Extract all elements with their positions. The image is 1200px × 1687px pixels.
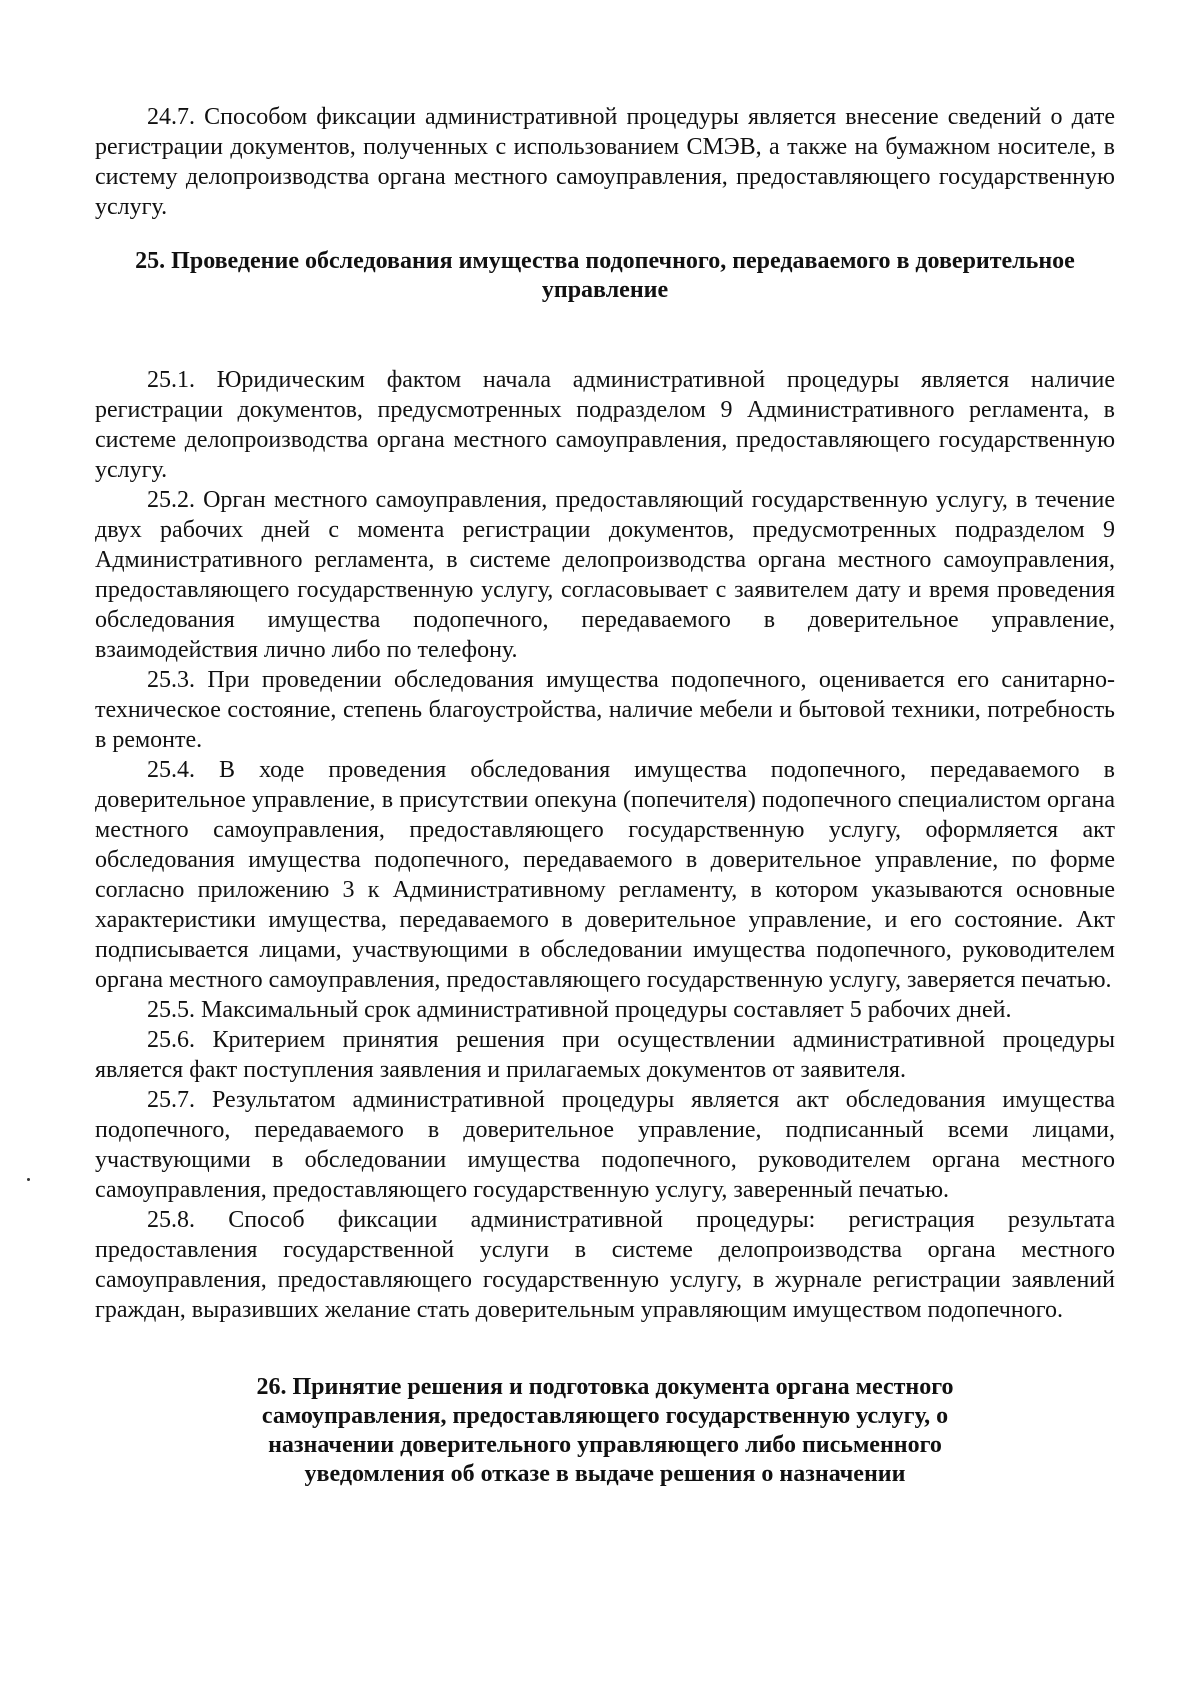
paragraph-25-7: 25.7. Результатом административной процедуры является акт обследования имущества подопечного, передаваемого в доверительное управление, подписанный всеми лицами, участвующими в обследовании имущества подопечного, руководителем органа местного самоуправления, предоставляющего государственную услугу, заверенный печатью.: [95, 1087, 1115, 1203]
section-heading-25: 25. Проведение обследования имущества подопечного, передаваемого в доверительное управление: [135, 248, 1075, 303]
paragraph-24-7: 24.7. Способом фиксации административной процедуры является внесение сведений о дате регистрации документов, полученных с использованием СМЭВ, а также на бумажном носителе, в систему делопроизводства органа местного самоуправления, предоставляющего государственную услугу.: [95, 104, 1115, 220]
section-heading-26: 26. Принятие решения и подготовка документа органа местного самоуправления, предоставляющего государственную услугу, о назначении доверительного управляющего либо письменного уведомления об отказе в выдаче решения о назначении: [256, 1374, 954, 1487]
scan-speck: [27, 1178, 30, 1181]
paragraph-25-3: 25.3. При проведении обследования имущества подопечного, оценивается его санитарно-техническое состояние, степень благоустройства, наличие мебели и бытовой техники, потребность в ремонте.: [95, 667, 1115, 753]
document-body: [95, 102, 1115, 1489]
paragraph-25-5: 25.5. Максимальный срок административной процедуры составляет 5 рабочих дней.: [147, 997, 1012, 1023]
paragraph-25-6: 25.6. Критерием принятия решения при осуществлении административной процедуры является факт поступления заявления и прилагаемых документов от заявителя.: [95, 1027, 1115, 1083]
paragraph-25-8: 25.8. Способ фиксации административной процедуры: регистрация результата предоставления государственной услуги в системе делопроизводства органа местного самоуправления, предоставляющего государственную услугу, в журнале регистрации заявлений граждан, выразивших желание стать доверительным управляющим имуществом подопечного.: [95, 1207, 1115, 1323]
paragraph-25-4: 25.4. В ходе проведения обследования имущества подопечного, передаваемого в доверительное управление, в присутствии опекуна (попечителя) подопечного специалистом органа местного самоуправления, предоставляющего государственную услугу, оформляется акт обследования имущества подопечного, передаваемого в доверительное управление, по форме согласно приложению 3 к Административному регламенту, в котором указываются основные характеристики имущества, передаваемого в доверительное управление, и его состояние. Акт подписывается лицами, участвующими в обследовании имущества подопечного, руководителем органа местного самоуправления, предоставляющего государственную услугу, заверяется печатью.: [95, 757, 1115, 993]
spacer: [95, 305, 1115, 365]
paragraph-25-2: 25.2. Орган местного самоуправления, предоставляющий государственную услугу, в течение двух рабочих дней с момента регистрации документов, предусмотренных подразделом 9 Административного регламента, в системе делопроизводства органа местного самоуправления, предоставляющего государственную услугу, согласовывает с заявителем дату и время проведения обследования имущества подопечного, передаваемого в доверительное управление, взаимодействия лично либо по телефону.: [95, 487, 1115, 663]
paragraph-25-1: 25.1. Юридическим фактом начала административной процедуры является наличие регистрации документов, предусмотренных подразделом 9 Административного регламента, в системе делопроизводства органа местного самоуправления, предоставляющего государственную услугу.: [95, 367, 1115, 483]
